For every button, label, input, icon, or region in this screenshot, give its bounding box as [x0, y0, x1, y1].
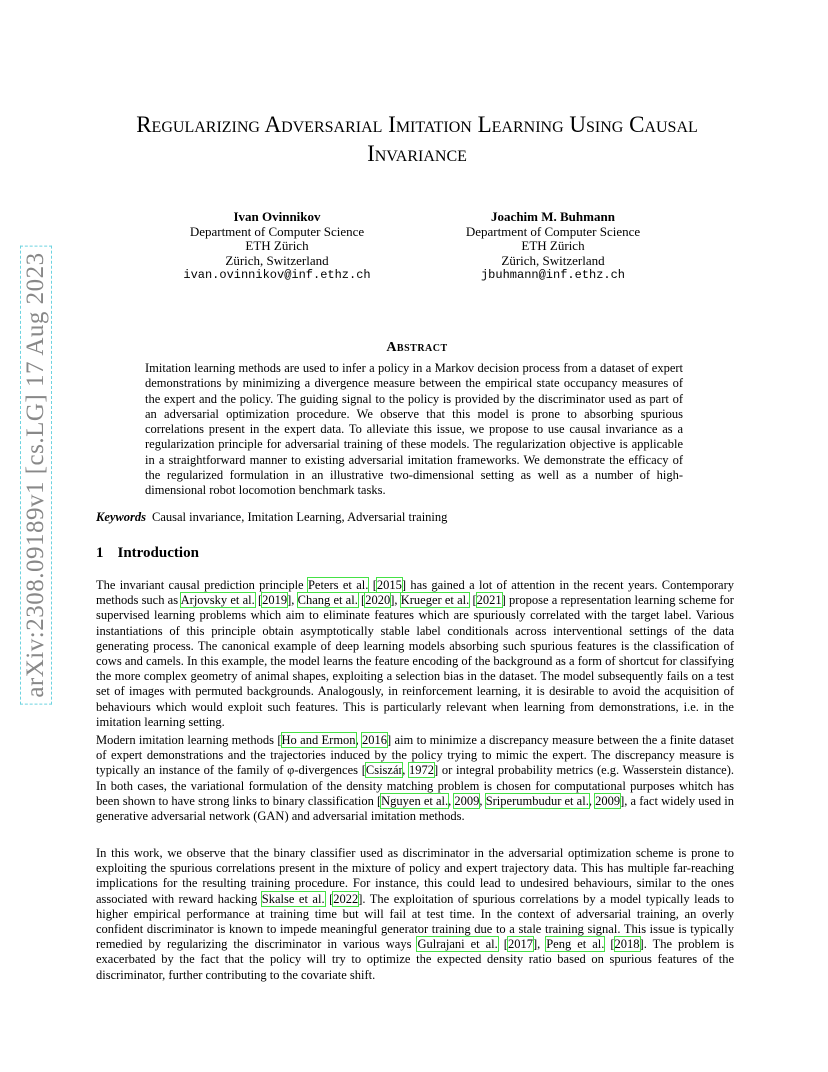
- author-location: Zürich, Switzerland: [501, 252, 605, 268]
- keywords: [96, 510, 738, 525]
- text-run: [: [469, 593, 477, 608]
- text-run: ,: [588, 793, 596, 808]
- author-name: Joachim M. Buhmann: [491, 209, 615, 224]
- author-email: jbuhmann@inf.ethz.ch: [480, 268, 626, 282]
- text-run: ]. The exploitation of spurious correlations by a model typically leads to higher empirical performance at training time but will fail at test time. In the context of adversarial training, an overly confident discriminator is known to impede meaningful generator training due to a stale training signal. This issue is typically remedied by regularizing the discriminator in various ways: [96, 891, 734, 952]
- author-block: [433, 210, 673, 283]
- section-heading: [96, 545, 199, 562]
- citation-link[interactable]: 2016: [362, 733, 388, 747]
- text-run: ],: [390, 593, 401, 608]
- section-number: 1: [96, 545, 104, 561]
- author-institution: ETH Zürich: [521, 238, 585, 253]
- text-run: [: [324, 891, 334, 906]
- text-run: In this work, we observe that the binary classifier used as discriminator in the adversarial optimization scheme is prone to exploiting the spurious correlations present in the mixture of policy and expert trajectory data. This has multiple far-reaching implications for the resulting training procedure. For instance, this could lead to undesired behaviours, similar to the ones associated with reward hacking: [96, 846, 734, 906]
- keywords-label: Keywords: [96, 510, 146, 524]
- citation-link[interactable]: Chang et al.: [297, 593, 358, 608]
- citation-link[interactable]: 2022: [333, 891, 359, 906]
- citation-link[interactable]: Gulrajani et al.: [417, 937, 498, 952]
- author-location: Zürich, Switzerland: [225, 252, 329, 268]
- author-name: Ivan Ovinnikov: [233, 209, 321, 224]
- text-run: ,: [355, 733, 363, 747]
- text-run: [: [368, 578, 377, 592]
- citation-link[interactable]: 2009: [454, 793, 480, 808]
- text-run: [: [604, 937, 615, 952]
- citation-link[interactable]: Sriperumbudur et al.: [485, 793, 589, 808]
- citation-link[interactable]: 2015: [376, 578, 402, 592]
- citation-link[interactable]: Peters et al.: [307, 578, 369, 592]
- text-run: ] aim to minimize a discrepancy measure between the a finite dataset of expert demonstrations and the trajectories induced by the policy trying to mimic the expert. The discrepancy measure is typically an instance of the family of φ-divergences [: [96, 733, 734, 778]
- text-run: ] or integral probability metrics (e.g. Wasserstein distance). In both cases, the variational formulation of the density matching problem is chosen for computational purposes whitch has been shown to have strong links to binary classification [: [96, 763, 734, 808]
- paragraph: [96, 578, 734, 730]
- text-run: The invariant causal prediction principle: [96, 578, 308, 592]
- author-block: [157, 210, 397, 283]
- paragraph: [96, 733, 734, 824]
- text-run: ,: [402, 763, 410, 778]
- text-run: ]. The problem is exacerbated by the fact that the policy will try to optimize the expected density ratio based on spurious features of the discriminator, further contributing to the covariate shift.: [96, 937, 734, 982]
- citation-link[interactable]: 1972: [409, 763, 435, 778]
- section-title: Introduction: [117, 545, 199, 561]
- citation-link[interactable]: Skalse et al.: [261, 891, 325, 906]
- citation-link[interactable]: Peng et al.: [546, 937, 605, 952]
- text-run: ],: [532, 937, 547, 952]
- arxiv-identifier[interactable]: arXiv:2308.09189v1 [cs.LG] 17 Aug 2023: [20, 245, 52, 704]
- text-run: ], a fact widely used in generative adversarial network (GAN) and adversarial imitation methods.: [96, 793, 735, 824]
- text-run: ],: [287, 593, 298, 608]
- author-email: ivan.ovinnikov@inf.ethz.ch: [183, 268, 371, 282]
- keywords-text: Causal invariance, Imitation Learning, Adversarial training: [152, 510, 448, 524]
- citation-link[interactable]: 2021: [476, 593, 502, 608]
- arxiv-sidebar: [22, 240, 50, 710]
- citation-link[interactable]: 2009: [595, 793, 621, 808]
- text-run: [: [357, 593, 366, 608]
- text-run: ,: [448, 793, 455, 808]
- text-run: Modern imitation learning methods [: [96, 733, 282, 747]
- citation-link[interactable]: Arjovsky et al.: [180, 593, 255, 608]
- paragraph: [96, 846, 734, 983]
- citation-link[interactable]: 2017: [507, 937, 533, 952]
- abstract-heading: Abstract: [386, 340, 448, 355]
- citation-link[interactable]: Csiszár: [365, 763, 403, 778]
- citation-link[interactable]: 2020: [365, 593, 391, 608]
- paper-title: Regularizing Adversarial Imitation Learning Using Causal Invariance: [136, 112, 698, 166]
- citation-link[interactable]: 2018: [614, 937, 640, 952]
- abstract-text: Imitation learning methods are used to infer a policy in a Markov decision process from a dataset of expert demonstrations by minimizing a divergence measure between the empirical state occupancy measures of the expert and the policy. The guiding signal to the policy is provided by the discriminator used as part of an adversarial optimization procedure. We observe that this model is prone to absorbing spurious correlations present in the expert data. To alleviate this issue, we propose to use causal invariance as a regularization principle for adversarial training of these models. The regularization objective is applicable in a straightforward manner to existing adversarial imitation frameworks. We demonstrate the efficacy of the regularized formulation in an illustrative two-dimensional setting as well as a number of high-dimensional robot locomotion benchmark tasks.: [145, 361, 683, 498]
- author-department: Department of Computer Science: [189, 223, 365, 239]
- text-run: ] propose a representation learning scheme for supervised learning problems which aim to eliminate features which are spuriously correlated with the target label. Various instantiations of this principle obtain asymptotically stable label conditionals across interventional settings of the data generating process. The canonical example of deep learning models absorbing such spurious features is the classification of cows and camels. In this example, the model learns the feature encoding of the background as a form of shortcut for classifying the more complex geometry of animal shapes, exploiting a selection bias in the dataset. The model subsequently fails on a test set of images with permuted backgrounds. Analogously, in reinforcement learning, it is desirable to avoid the acquisition of behaviours which would exploit such features. This is particularly relevant when learning from demonstrations, i.e. in the imitation learning setting.: [96, 593, 734, 729]
- citation-link[interactable]: Krueger et al.: [400, 593, 470, 608]
- text-run: [: [497, 937, 508, 952]
- author-department: Department of Computer Science: [465, 223, 641, 239]
- text-run: ,: [479, 793, 486, 808]
- citation-link[interactable]: Ho and Ermon: [281, 733, 356, 747]
- author-institution: ETH Zürich: [245, 238, 309, 253]
- text-run: [: [254, 593, 263, 608]
- text-run: ] has gained a lot of attention in the recent years. Contemporary methods such as: [96, 578, 735, 608]
- citation-link[interactable]: 2019: [262, 593, 288, 608]
- citation-link[interactable]: Nguyen et al.: [381, 793, 449, 808]
